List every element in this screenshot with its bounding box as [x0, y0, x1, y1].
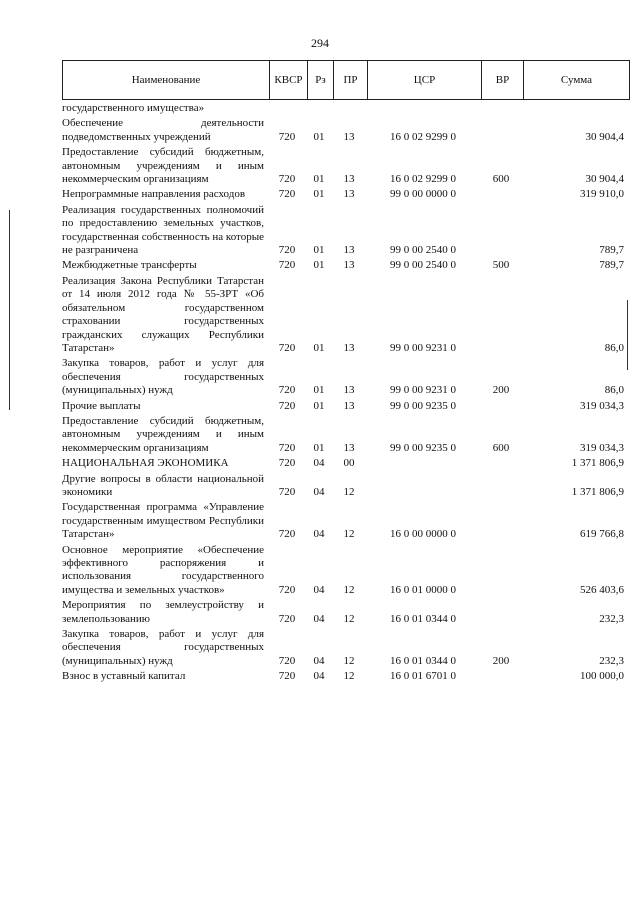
row-pr: 13 [343, 384, 355, 397]
row-pr: 13 [343, 341, 355, 354]
row-name: Прочие выплаты [62, 399, 141, 412]
row-kvsr: 720 [278, 130, 296, 143]
row-vr: 600 [492, 173, 510, 186]
row-csr: 99 0 00 9231 0 [390, 384, 456, 397]
row-sum: 619 766,8 [580, 528, 624, 541]
row-name: Другие вопросы в области национальной экономики [62, 472, 264, 498]
row-sum: 789,7 [599, 259, 624, 272]
table-row [62, 544, 630, 598]
row-rz: 01 [313, 399, 325, 412]
row-sum: 30 904,4 [585, 130, 624, 143]
row-vr: 600 [492, 441, 510, 454]
table-body [62, 102, 630, 684]
row-kvsr: 720 [278, 188, 296, 201]
row-kvsr: 720 [278, 441, 296, 454]
row-rz: 01 [313, 244, 325, 257]
row-name: Государственная программа «Управление государственным имуществом Республики Татарстан» [62, 501, 264, 541]
row-name: НАЦИОНАЛЬНАЯ ЭКОНОМИКА [62, 457, 229, 470]
row-pr: 00 [343, 457, 355, 470]
row-rz: 01 [313, 130, 325, 143]
table-row [62, 628, 630, 668]
row-name: Обеспечение деятельности подведомственных учреждений [62, 117, 264, 143]
row-sum: 526 403,6 [580, 583, 624, 596]
row-sum: 1 371 806,9 [571, 485, 624, 498]
row-csr: 16 0 01 0000 0 [390, 583, 456, 596]
table-header [62, 60, 630, 100]
table-row [62, 117, 630, 144]
row-rz: 04 [313, 583, 325, 596]
budget-table [62, 60, 630, 684]
row-csr: 16 0 01 0344 0 [390, 654, 456, 667]
row-vr: 200 [492, 654, 510, 667]
row-name: Предоставление субсидий бюджетным, автономным учреждениям и иным некоммерческим организациям [62, 146, 264, 186]
row-pr: 13 [343, 173, 355, 186]
row-csr: 99 0 00 2540 0 [390, 244, 456, 257]
row-rz: 01 [313, 441, 325, 454]
row-rz: 04 [313, 670, 325, 683]
row-vr: 200 [492, 384, 510, 397]
row-kvsr: 720 [278, 583, 296, 596]
header-kvsr: КВСР [269, 61, 307, 99]
row-kvsr: 720 [278, 173, 296, 186]
row-sum: 319 034,3 [580, 441, 624, 454]
row-csr: 16 0 01 6701 0 [390, 670, 456, 683]
table-row [62, 102, 630, 115]
row-sum: 232,3 [599, 654, 624, 667]
row-sum: 30 904,4 [585, 173, 624, 186]
row-sum: 232,3 [599, 612, 624, 625]
row-rz: 04 [313, 612, 325, 625]
page-number: 294 [311, 36, 329, 50]
row-kvsr: 720 [278, 399, 296, 412]
row-pr: 12 [343, 612, 355, 625]
header-rz: Рз [307, 61, 333, 99]
table-row [62, 473, 630, 500]
row-kvsr: 720 [278, 259, 296, 272]
row-rz: 01 [313, 188, 325, 201]
row-pr: 13 [343, 441, 355, 454]
row-rz: 01 [313, 173, 325, 186]
row-pr: 13 [343, 399, 355, 412]
table-row [62, 670, 630, 683]
table-row [62, 275, 630, 355]
row-rz: 01 [313, 341, 325, 354]
row-pr: 13 [343, 259, 355, 272]
row-rz: 04 [313, 485, 325, 498]
row-sum: 86,0 [604, 341, 624, 354]
row-kvsr: 720 [278, 485, 296, 498]
row-sum: 319 034,3 [580, 399, 624, 412]
row-pr: 12 [343, 528, 355, 541]
row-sum: 789,7 [599, 244, 624, 257]
row-pr: 13 [343, 130, 355, 143]
row-rz: 04 [313, 528, 325, 541]
row-kvsr: 720 [278, 528, 296, 541]
table-row [62, 204, 630, 258]
row-csr: 16 0 02 9299 0 [390, 173, 456, 186]
row-csr: 16 0 00 0000 0 [390, 528, 456, 541]
row-kvsr: 720 [278, 384, 296, 397]
table-row [62, 501, 630, 541]
row-kvsr: 720 [278, 457, 296, 470]
row-rz: 04 [313, 654, 325, 667]
table-row [62, 259, 630, 272]
table-row [62, 457, 630, 470]
row-name: Закупка товаров, работ и услуг для обеспечения государственных (муниципальных) нужд [62, 628, 264, 667]
row-pr: 12 [343, 670, 355, 683]
row-csr: 16 0 01 0344 0 [390, 612, 456, 625]
row-name: Взнос в уставный капитал [62, 670, 186, 683]
row-rz: 04 [313, 457, 325, 470]
row-pr: 13 [343, 244, 355, 257]
row-kvsr: 720 [278, 612, 296, 625]
row-name: государственного имущества» [62, 102, 205, 114]
header-pr: ПР [333, 61, 367, 99]
row-rz: 01 [313, 259, 325, 272]
table-row [62, 357, 630, 397]
row-name: Основное мероприятие «Обеспечение эффективного распоряжения и использования государственного имущества и земельных участков» [62, 543, 264, 596]
row-kvsr: 720 [278, 654, 296, 667]
row-name: Реализация государственных полномочий по предоставлению земельных участков, государственная собственность на которые не разграничена [62, 203, 264, 257]
row-kvsr: 720 [278, 341, 296, 354]
table-row [62, 599, 630, 626]
row-sum: 86,0 [604, 384, 624, 397]
row-rz: 01 [313, 384, 325, 397]
row-pr: 13 [343, 188, 355, 201]
header-sum: Сумма [523, 61, 629, 99]
row-kvsr: 720 [278, 244, 296, 257]
row-kvsr: 720 [278, 670, 296, 683]
left-margin-mark [9, 210, 10, 410]
row-pr: 12 [343, 485, 355, 498]
row-pr: 12 [343, 583, 355, 596]
row-csr: 99 0 00 9235 0 [390, 441, 456, 454]
row-sum: 1 371 806,9 [571, 457, 624, 470]
row-vr: 500 [492, 259, 510, 272]
header-vr: ВР [481, 61, 523, 99]
row-csr: 99 0 00 9231 0 [390, 341, 456, 354]
row-csr: 16 0 02 9299 0 [390, 130, 456, 143]
row-name: Мероприятия по землеустройству и землепользованию [62, 599, 264, 625]
row-name: Реализация Закона Республики Татарстан от 14 июля 2012 года № 55-ЗРТ «Об обязательном государственном страховании государственных гражданских служащих Республики Татарстан» [62, 274, 264, 354]
row-sum: 100 000,0 [580, 670, 624, 683]
row-name: Закупка товаров, работ и услуг для обеспечения государственных (муниципальных) нужд [62, 357, 264, 397]
header-csr: ЦСР [367, 61, 481, 99]
row-sum: 319 910,0 [580, 188, 624, 201]
header-name: Наименование [131, 74, 201, 86]
row-csr: 99 0 00 9235 0 [390, 399, 456, 412]
row-pr: 12 [343, 654, 355, 667]
row-csr: 99 0 00 2540 0 [390, 259, 456, 272]
table-row [62, 146, 630, 186]
row-name: Предоставление субсидий бюджетным, автономным учреждениям и иным некоммерческим организациям [62, 414, 264, 454]
table-row [62, 400, 630, 413]
table-row [62, 188, 630, 201]
row-csr: 99 0 00 0000 0 [390, 188, 456, 201]
row-name: Межбюджетные трансферты [62, 259, 197, 272]
row-name: Непрограммные направления расходов [62, 188, 246, 201]
table-row [62, 415, 630, 455]
